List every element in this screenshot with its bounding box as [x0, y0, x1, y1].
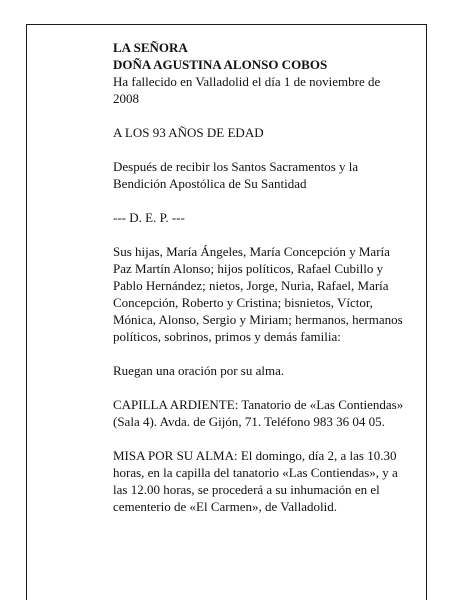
- mass-line: cementerio de «El Carmen», de Valladolid.: [113, 499, 337, 514]
- age-line: A LOS 93 AÑOS DE EDAD: [113, 125, 264, 140]
- spacer: [113, 379, 413, 396]
- rip-line: --- D. E. P. ---: [113, 210, 185, 225]
- chapel-line: CAPILLA ARDIENTE: Tanatorio de «Las Contiendas»: [113, 397, 404, 412]
- family-line: Paz Martín Alonso; hijos políticos, Rafael Cubillo y: [113, 261, 384, 276]
- mass-line: MISA POR SU ALMA: El domingo, día 2, a las 10.30: [113, 448, 397, 463]
- prayer-line: Ruegan una oración por su alma.: [113, 363, 285, 378]
- family-line: Concepción, Roberto y Cristina; bisnietos, Víctor,: [113, 295, 373, 310]
- sacraments-line-1: Después de recibir los Santos Sacramentos y la: [113, 159, 359, 174]
- chapel-line: (Sala 4). Avda. de Gijón, 71. Teléfono 983 36 04 05.: [113, 414, 385, 429]
- notice-title: LA SEÑORA: [113, 40, 188, 55]
- death-line-1: Ha fallecido en Valladolid el día 1 de noviembre de: [113, 74, 381, 89]
- mass-line: horas, en la capilla del tanatorio «Las Contiendas», y a: [113, 465, 398, 480]
- obituary-notice: [113, 39, 413, 515]
- family-line: políticos, sobrinos, primos y demás familia:: [113, 329, 341, 344]
- spacer: [113, 192, 413, 209]
- mass-line: las 12.00 horas, se procederá a su inhumación en el: [113, 482, 380, 497]
- family-line: Pablo Hernández; nietos, Jorge, Nuria, Rafael, María: [113, 278, 389, 293]
- chapel-paragraph: [113, 396, 413, 430]
- sacraments-line-2: Bendición Apostólica de Su Santidad: [113, 176, 307, 191]
- spacer: [113, 226, 413, 243]
- spacer: [113, 345, 413, 362]
- spacer: [113, 430, 413, 447]
- family-paragraph: [113, 243, 413, 345]
- deceased-name: DOÑA AGUSTINA ALONSO COBOS: [113, 57, 328, 72]
- spacer: [113, 141, 413, 158]
- death-line-2: 2008: [113, 91, 139, 106]
- family-line: Mónica, Alonso, Sergio y Miriam; hermanos, hermanos: [113, 312, 403, 327]
- spacer: [113, 107, 413, 124]
- family-line: Sus hijas, María Ángeles, María Concepción y María: [113, 244, 390, 259]
- mass-paragraph: [113, 447, 413, 515]
